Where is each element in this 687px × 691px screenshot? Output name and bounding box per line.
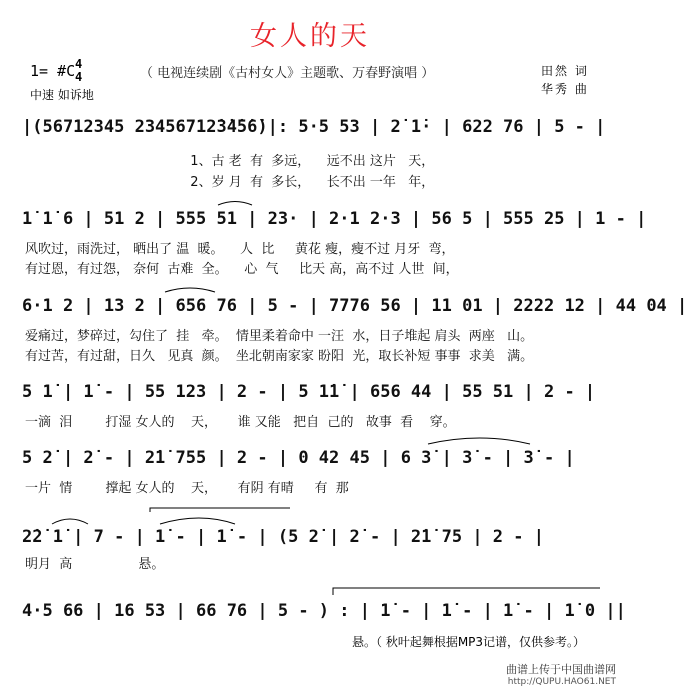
watermark-url: http://QUPU.HAO61.NET bbox=[507, 677, 616, 687]
score-row-1-lyrics-verse-2: 2、岁 月 有 多长， 长不出 一年 年， bbox=[25, 175, 435, 190]
transcription-note: 悬。（ 秋叶起舞根据MP3记谱，仅供参考。） bbox=[352, 635, 586, 649]
score-row-6-notes: 2̇2̇ 1̇ | 7 - | 1̇ - | 1̇ - | (5 2̇ | 2̇ - | 2̇1̇ 75 | 2 - | bbox=[22, 527, 544, 547]
score-row-1-notes: |(56712345 23456712̇3̇4̇5̇6̇)|: 5·5 53 | 2̇ 1̇· | 622 76 | 5 - | bbox=[22, 117, 606, 137]
watermark bbox=[506, 663, 616, 689]
volta-bracket-1 bbox=[150, 508, 290, 512]
score-row-6-lyrics: 明月 高 悬。 bbox=[25, 557, 165, 572]
score-row-2-notes: 1̇ 1̇ 6 | 51 2 | 555 51 | 23· | 2·1 2·3 | 56 5 | 555 25 | 1 - | bbox=[22, 209, 647, 229]
watermark-text: 曲谱上传于中国曲谱网 bbox=[506, 663, 616, 676]
score-row-2-lyrics-verse-1: 风吹过，雨洗过， 晒出了 温 暖。 人 比 黄花 瘦，瘦不过 月牙 弯， bbox=[25, 242, 455, 257]
tempo-marking: 中速 如诉地 bbox=[30, 88, 94, 102]
tie-3 bbox=[52, 519, 88, 524]
volta-bracket-2 bbox=[333, 588, 600, 595]
score-row-2-lyrics-verse-2: 有过恩，有过怨， 奈何 古难 全。 心 气 比天 高，高不过 人世 间， bbox=[25, 262, 459, 277]
score-row-3-lyrics-verse-2: 有过苦，有过甜，日久 见真 颜。 坐北朝南家家 盼阳 光，取长补短 事事 求美 满。 bbox=[25, 349, 534, 364]
tie-5 bbox=[218, 202, 252, 206]
subtitle: （ 电视连续剧《古村女人》主题歌、万春野演唱 ） bbox=[140, 66, 435, 81]
tie-1 bbox=[160, 518, 235, 524]
score-row-7-notes: 4·5 66 | 16 53 | 66 76 | 5 - ) : | 1̇ - | 1̇ - | 1̇ - | 1̇ 0 || bbox=[22, 601, 626, 621]
score-row-1-lyrics-verse-1: 1、古 老 有 多远， 远不出 这片 天， bbox=[25, 154, 435, 169]
score-row-5-notes: 5 2̇ | 2̇ - | 2̇1̇ 755 | 2 - | 0 42 45 | 6 3̇ | 3̇ - | 3̇ - | bbox=[22, 448, 575, 468]
score-row-3-notes: 6·1 2 | 13 2 | 656 76 | 5 - | 7776 56 | 11 01 | 2222 12 | 44 04 | bbox=[22, 296, 687, 316]
tie-4 bbox=[165, 288, 215, 292]
score-row-5-lyrics: 一片 情 撑起 女人的 天， 有阴 有晴 有 那 bbox=[25, 481, 349, 496]
time-signature-top: 4 bbox=[75, 57, 83, 71]
score-row-4-lyrics: 一滴 泪 打湿 女人的 天， 谁 又能 把自 己的 故事 看 穿。 bbox=[25, 415, 456, 430]
lyricist-credit: 田然 词 bbox=[541, 64, 589, 78]
score-row-3-lyrics-verse-1: 爱痛过，梦碎过，勾住了 挂 牵。 情里柔着命中 一汪 水，日子堆起 肩头 两座 山。 bbox=[25, 329, 534, 344]
song-title: 女人的天 bbox=[250, 21, 370, 52]
composer-credit: 华秀 曲 bbox=[541, 82, 589, 96]
tie-2 bbox=[428, 438, 530, 444]
time-signature-bottom: 4 bbox=[75, 70, 83, 84]
score-row-4-notes: 5 1̇ | 1̇ - | 55 123 | 2 - | 5 1̇1̇ | 656 44 | 55 51 | 2 - | bbox=[22, 382, 596, 402]
key-signature: 1= #C bbox=[30, 62, 76, 80]
